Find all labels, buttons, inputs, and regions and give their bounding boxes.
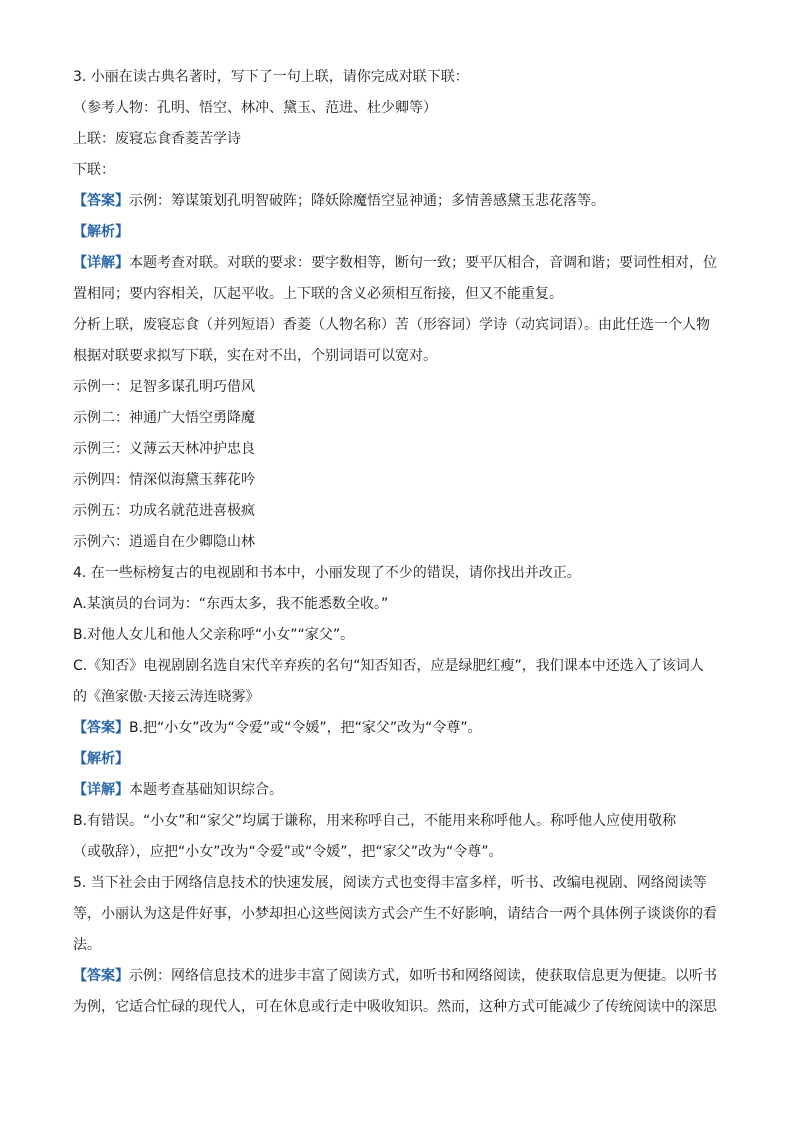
- answer-tag: 【答案】: [73, 193, 129, 209]
- answer-tag: 【答案】: [73, 968, 129, 984]
- q4-detail: [73, 781, 733, 799]
- q5-prompt-line-1: 5. 当下社会由于网络信息技术的快速发展，阅读方式也变得丰富多样，听书、改编电视剧、网络阅读等: [73, 875, 707, 891]
- q4-explain-line-2: （或敬辞），应把“小女”改为“令爱”或“令媛”，把“家父”改为“令尊”。: [73, 844, 503, 860]
- q3-answer: [73, 192, 733, 210]
- q4-answer: [73, 719, 733, 737]
- q3-example-3: 示例三：义薄云天林冲护忠良: [73, 441, 255, 457]
- detail-tag: 【详解】: [73, 782, 129, 798]
- detail-text: 本题考查基础知识综合。: [129, 782, 283, 798]
- q3-upper-couplet: 上联：废寝忘食香菱苦学诗: [73, 131, 241, 147]
- q4-option-a: A.某演员的台词为：“东西太多，我不能悉数全收。”: [73, 596, 389, 612]
- q3-analysis-heading: [73, 223, 733, 241]
- q3-example-4: 示例四：情深似海黛玉葬花吟: [73, 472, 255, 488]
- analysis-tag: 【解析】: [73, 751, 129, 767]
- q3-example-1: 示例一：足智多谋孔明巧借风: [73, 379, 255, 395]
- q4-option-c-line-2: 的《渔家傲·天接云涛连晓雾》: [73, 689, 260, 705]
- q3-detail-line-1: [73, 254, 733, 272]
- q3-lower-couplet: 下联：: [73, 162, 115, 178]
- q5-answer-line-2: 为例，它适合忙碌的现代人，可在休息或行走中吸收知识。然而，这种方式可能减少了传统阅读中的深思: [73, 999, 717, 1015]
- q3-reference: （参考人物：孔明、悟空、林冲、黛玉、范进、杜少卿等）: [73, 100, 437, 116]
- q4-analysis-heading: [73, 750, 733, 768]
- q3-detail-line-2: 置相同；要内容相关，仄起平收。上下联的含义必须相互衔接，但又不能重复。: [73, 286, 563, 302]
- q3-analysis-line-1: 分析上联，废寝忘食（并列短语）香菱（人物名称）苦（形容词）学诗（动宾词语）。由此任选一个人物: [73, 317, 710, 333]
- answer-text: 示例：筹谋策划孔明智破阵；降妖除魔悟空显神通；多情善感黛玉悲花落等。: [129, 193, 605, 209]
- q5-answer-line-1: [73, 967, 733, 985]
- q4-prompt: 4. 在一些标榜复古的电视剧和书本中，小丽发现了不少的错误，请你找出并改正。: [73, 565, 581, 581]
- q3-analysis-line-2: 根据对联要求拟写下联，实在对不出，个别词语可以宽对。: [73, 348, 437, 364]
- answer-text: B.把“小女”改为“令爱”或“令媛”，把“家父”改为“令尊”。: [129, 720, 482, 736]
- q3-prompt: 3. 小丽在读古典名著时，写下了一句上联，请你完成对联下联：: [73, 69, 469, 85]
- q4-explain-line-1: B.有错误。“小女”和“家父”均属于谦称，用来称呼自己，不能用来称呼他人。称呼他人应使用敬称: [73, 813, 677, 829]
- detail-tag: 【详解】: [73, 255, 129, 271]
- q3-example-2: 示例二：神通广大悟空勇降魔: [73, 410, 255, 426]
- detail-text: 本题考查对联。对联的要求：要字数相等，断句一致；要平仄相合，音调和谐；要词性相对，位: [129, 255, 717, 271]
- q4-option-b: B.对他人女儿和他人父亲称呼“小女”“家父”。: [73, 627, 355, 643]
- q3-example-6: 示例六：逍遥自在少卿隐山林: [73, 534, 255, 550]
- q4-option-c-line-1: C.《知否》电视剧剧名选自宋代辛弃疾的名句“知否知否，应是绿肥红瘦”，我们课本中还选入了该词人: [73, 658, 704, 674]
- answer-tag: 【答案】: [73, 720, 129, 736]
- q5-prompt-line-3: 法。: [73, 937, 101, 953]
- q3-example-5: 示例五：功成名就范进喜极疯: [73, 503, 255, 519]
- q5-prompt-line-2: 等，小丽认为这是件好事，小梦却担心这些阅读方式会产生不好影响，请结合一两个具体例子谈谈你的看: [73, 906, 717, 922]
- analysis-tag: 【解析】: [73, 224, 129, 240]
- answer-text: 示例：网络信息技术的进步丰富了阅读方式，如听书和网络阅读，使获取信息更为便捷。以听书: [129, 968, 717, 984]
